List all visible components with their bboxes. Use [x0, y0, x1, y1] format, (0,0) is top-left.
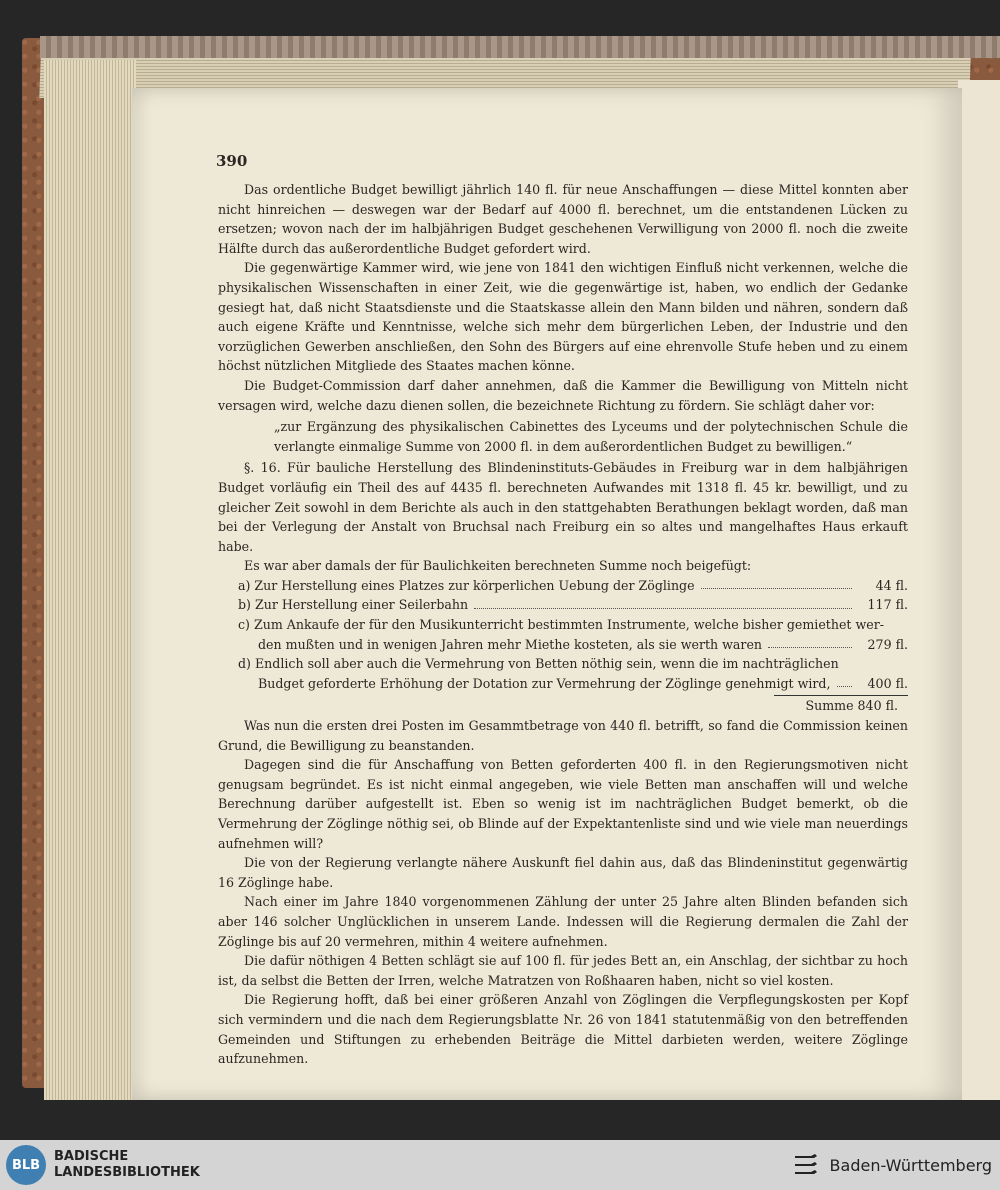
- paragraph: Die Budget-Commission darf daher annehmen, daß die Kammer die Bewilligung von Mitteln nicht versagen wird, welche dazu dienen sollen, die bezeichnete Richtung zu fördern. Sie schlägt daher vor:: [218, 377, 908, 413]
- item-label: a) Zur Herstellung eines Platzes zur körperlichen Uebung der Zöglinge: [238, 577, 695, 593]
- state-name: Baden-Württemberg: [829, 1155, 992, 1175]
- page-edges-left: [44, 60, 136, 1100]
- item-label: b) Zur Herstellung einer Seilerbahn: [238, 597, 469, 613]
- leader-dots: [768, 635, 852, 649]
- paragraph: Die von der Regierung verlangte nähere Auskunft fiel dahin aus, daß das Blindeninstitut gegenwärtig 16 Zöglinge habe.: [218, 855, 908, 890]
- library-name-line1: BADISCHE: [54, 1149, 129, 1164]
- item-amount: 44 fl.: [875, 577, 908, 593]
- item-label-line1: d) Endlich soll aber auch die Vermehrung von Betten nöthig sein, wenn die im nachträglichen: [238, 656, 839, 672]
- quoted-proposal: „zur Ergänzung des physikalischen Cabinettes des Lyceums und der polytechnischen Schule die verlangte einmalige Summe von 2000 fl. in dem außerordentlichen Budget zu bewilligen.“: [274, 419, 908, 454]
- list-item: [238, 595, 908, 615]
- item-label-line1: c) Zum Ankaufe der für den Musikunterricht bestimmten Instrumente, welche bisher gemiethet wer-: [238, 617, 884, 633]
- library-name[interactable]: [54, 1149, 200, 1181]
- library-name-line2: LANDESBIBLIOTHEK: [54, 1165, 200, 1180]
- blb-logo[interactable]: BLB: [6, 1145, 46, 1185]
- paragraph: Die dafür nöthigen 4 Betten schlägt sie auf 100 fl. für jedes Bett an, ein Anschlag, der sichtbar zu hoch ist, da selbst die Betten der Irren, welche Matratzen von Roßhaaren haben, nicht so viel kosten.: [218, 953, 908, 988]
- paragraph: Das ordentliche Budget bewilligt jährlich 140 fl. für neue Anschaffungen — diese Mittel konnten aber nicht hinreichen — deswegen war der Bedarf auf 4000 fl. berechnet, um die entstandenen Lücken zu ersetzen; wovon nach der im halbjährigen Budget geschehenen Verwilligung von 2000 fl. noch die zweite Hälfte durch das außerordentliche Budget gefordert wird.: [218, 182, 908, 256]
- paragraph: Dagegen sind die für Anschaffung von Betten geforderten 400 fl. in den Regierungsmotiven nicht genugsam begründet. Es ist nicht einmal angegeben, wie viele Betten man anschaffen will und welche Berechnung darüber aufgestellt ist. Eben so wenig ist im nachträglichen Budget bemerkt, ob die Vermehrung der Zöglinge nöthig sei, ob Blinde auf der Expektantenliste sind und wie viele man neuerdings aufnehmen will?: [218, 757, 908, 851]
- paragraph: Was nun die ersten drei Posten im Gesammtbetrage von 440 fl. betrifft, so fand die Commission keinen Grund, die Bewilligung zu beanstanden.: [218, 718, 908, 753]
- state-logo[interactable]: [792, 1152, 992, 1178]
- section-paragraph: §. 16. Für bauliche Herstellung des Blindeninstituts-Gebäudes in Freiburg war in dem halbjährigen Budget vorläufig ein Theil des auf 4435 fl. berechneten Aufwandes mit 1318 fl. 45 kr. bewilligt, und zu gleicher Zeit sowohl in dem Berichte als auch in den stattgehabten Berathungen beklagt worden, daß man bei der Verlegung der Anstalt von Bruchsal nach Freiburg ein so altes und mangelhaftes Haus erkauft habe.: [218, 460, 908, 554]
- book-top-edge: [40, 36, 1000, 58]
- item-amount: 117 fl.: [867, 597, 908, 613]
- three-lions-icon: [792, 1152, 820, 1178]
- facing-page: [958, 80, 1000, 1100]
- page-number: 390: [216, 152, 248, 170]
- book-page: [132, 88, 962, 1100]
- list-item: [238, 615, 908, 654]
- leader-dots: [701, 576, 852, 590]
- list-intro: Es war aber damals der für Baulichkeiten berechneten Summe noch beigefügt:: [244, 558, 752, 574]
- item-amount: 279 fl.: [867, 636, 908, 652]
- paragraph: Die Regierung hofft, daß bei einer größeren Anzahl von Zöglingen die Verpflegungskosten per Kopf sich vermindern und die nach dem Regierungsblatte Nr. 26 von 1841 statutenmäßig von den betreffenden Gemeinden und Stiftungen zu erhebenden Beiträge die Mittel darbieten werden, weitere Zöglinge aufzunehmen.: [218, 992, 908, 1067]
- item-amount: 400 fl.: [867, 675, 908, 691]
- list-item: [238, 654, 908, 693]
- item-label-line2: Budget geforderte Erhöhung der Dotation zur Vermehrung der Zöglinge genehmigt wird,: [258, 675, 831, 691]
- leader-dots: [474, 595, 852, 609]
- page-text: [218, 150, 908, 1069]
- paragraph: Die gegenwärtige Kammer wird, wie jene von 1841 den wichtigen Einfluß nicht verkennen, welche die physikalischen Wissenschaften in einer Zeit, wie die gegenwärtige ist, haben, wo endlich der Gedanke gesiegt hat, daß nicht Staatsdienste und die Staatskasse allein den Mann bilden und nähren, sondern daß auch eigene Kräfte und Kenntnisse, welche sich mehr dem bürgerlichen Leben, der Industrie und den vorzüglichen Gewerben anschließen, den Sohn des Bürgers auf eine ehrenvolle Stufe heben und zu einem höchst nützlichen Mitgliede des Staates machen könne.: [218, 260, 908, 374]
- leader-dots: [837, 674, 853, 688]
- paragraph: Nach einer im Jahre 1840 vorgenommenen Zählung der unter 25 Jahre alten Blinden befanden sich aber 146 solcher Unglücklichen in unserem Lande. Indessen will die Regierung dermalen die Zahl der Zöglinge bis auf 20 vermehren, mithin 4 weitere aufnehmen.: [218, 894, 908, 949]
- footer-bar: [0, 1140, 1000, 1190]
- sum-line: Summe 840 fl.: [805, 698, 898, 714]
- list-item: [238, 576, 908, 596]
- item-label-line2: den mußten und in wenigen Jahren mehr Miethe kosteten, als sie werth waren: [258, 636, 763, 652]
